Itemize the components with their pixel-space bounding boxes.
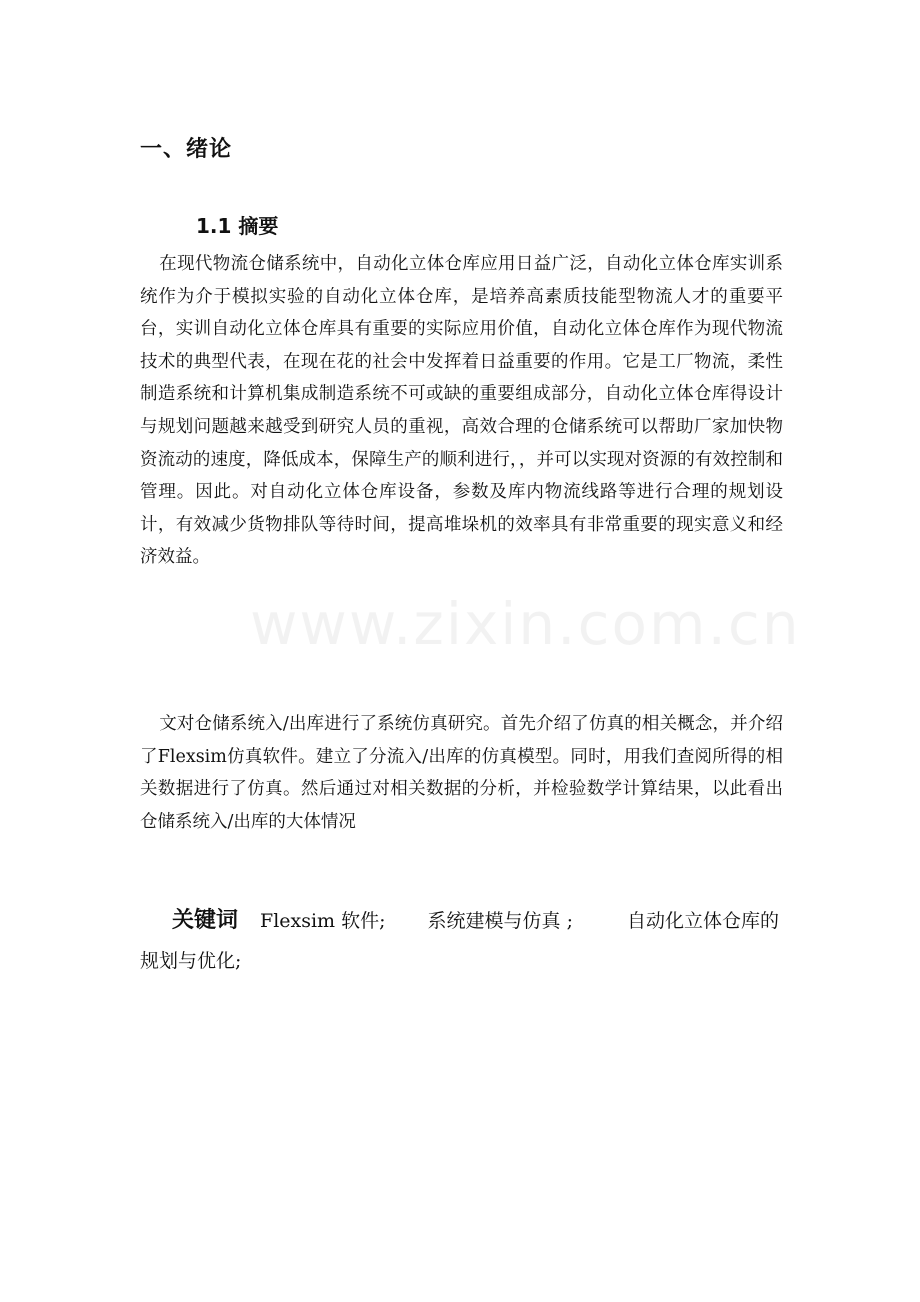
keyword-item: 系统建模与仿真 ; [427,910,573,932]
keywords-line [140,901,783,981]
chapter-title: 一、绪论 [140,137,233,162]
section-title: 1.1 摘要 [196,214,279,238]
keyword-item: 自动化立体仓库的规划与优化; [140,910,779,972]
watermark: www.zixin.com.cn [250,590,801,658]
abstract-paragraph-1: 在现代物流仓储系统中，自动化立体仓库应用日益广泛，自动化立体仓库实训系统作为介于模拟实验的自动化立体仓库，是培养高素质技能型物流人才的重要平台，实训自动化立体仓库具有重要的实际应用价值，自动化立体仓库作为现代物流技术的典型代表，在现在花的社会中发挥着日益重要的作用。它是工厂物流，柔性制造系统和计算机集成制造系统不可或缺的重要组成部分，自动化立体仓库得设计与规划问题越来越受到研究人员的重视，高效合理的仓储系统可以帮助厂家加快物资流动的速度，降低成本，保障生产的顺利进行，，并可以实现对资源的有效控制和管理。因此。对自动化立体仓库设备，参数及库内物流线路等进行合理的规划设计，有效减少货物排队等待时间，提高堆垛机的效率具有非常重要的现实意义和经济效益。 [140,254,783,568]
abstract-paragraph-2: 文对仓储系统入/出库进行了系统仿真研究。首先介绍了仿真的相关概念，并介绍了Flexsim仿真软件。建立了分流入/出库的仿真模型。同时，用我们查阅所得的相关数据进行了仿真。然后通过对相关数据的分析，并检验数学计算结果，以此看出仓储系统入/出库的大体情况 [140,714,783,832]
keyword-item: Flexsim 软件; [260,910,386,932]
keywords-label: 关键词 [172,908,239,933]
